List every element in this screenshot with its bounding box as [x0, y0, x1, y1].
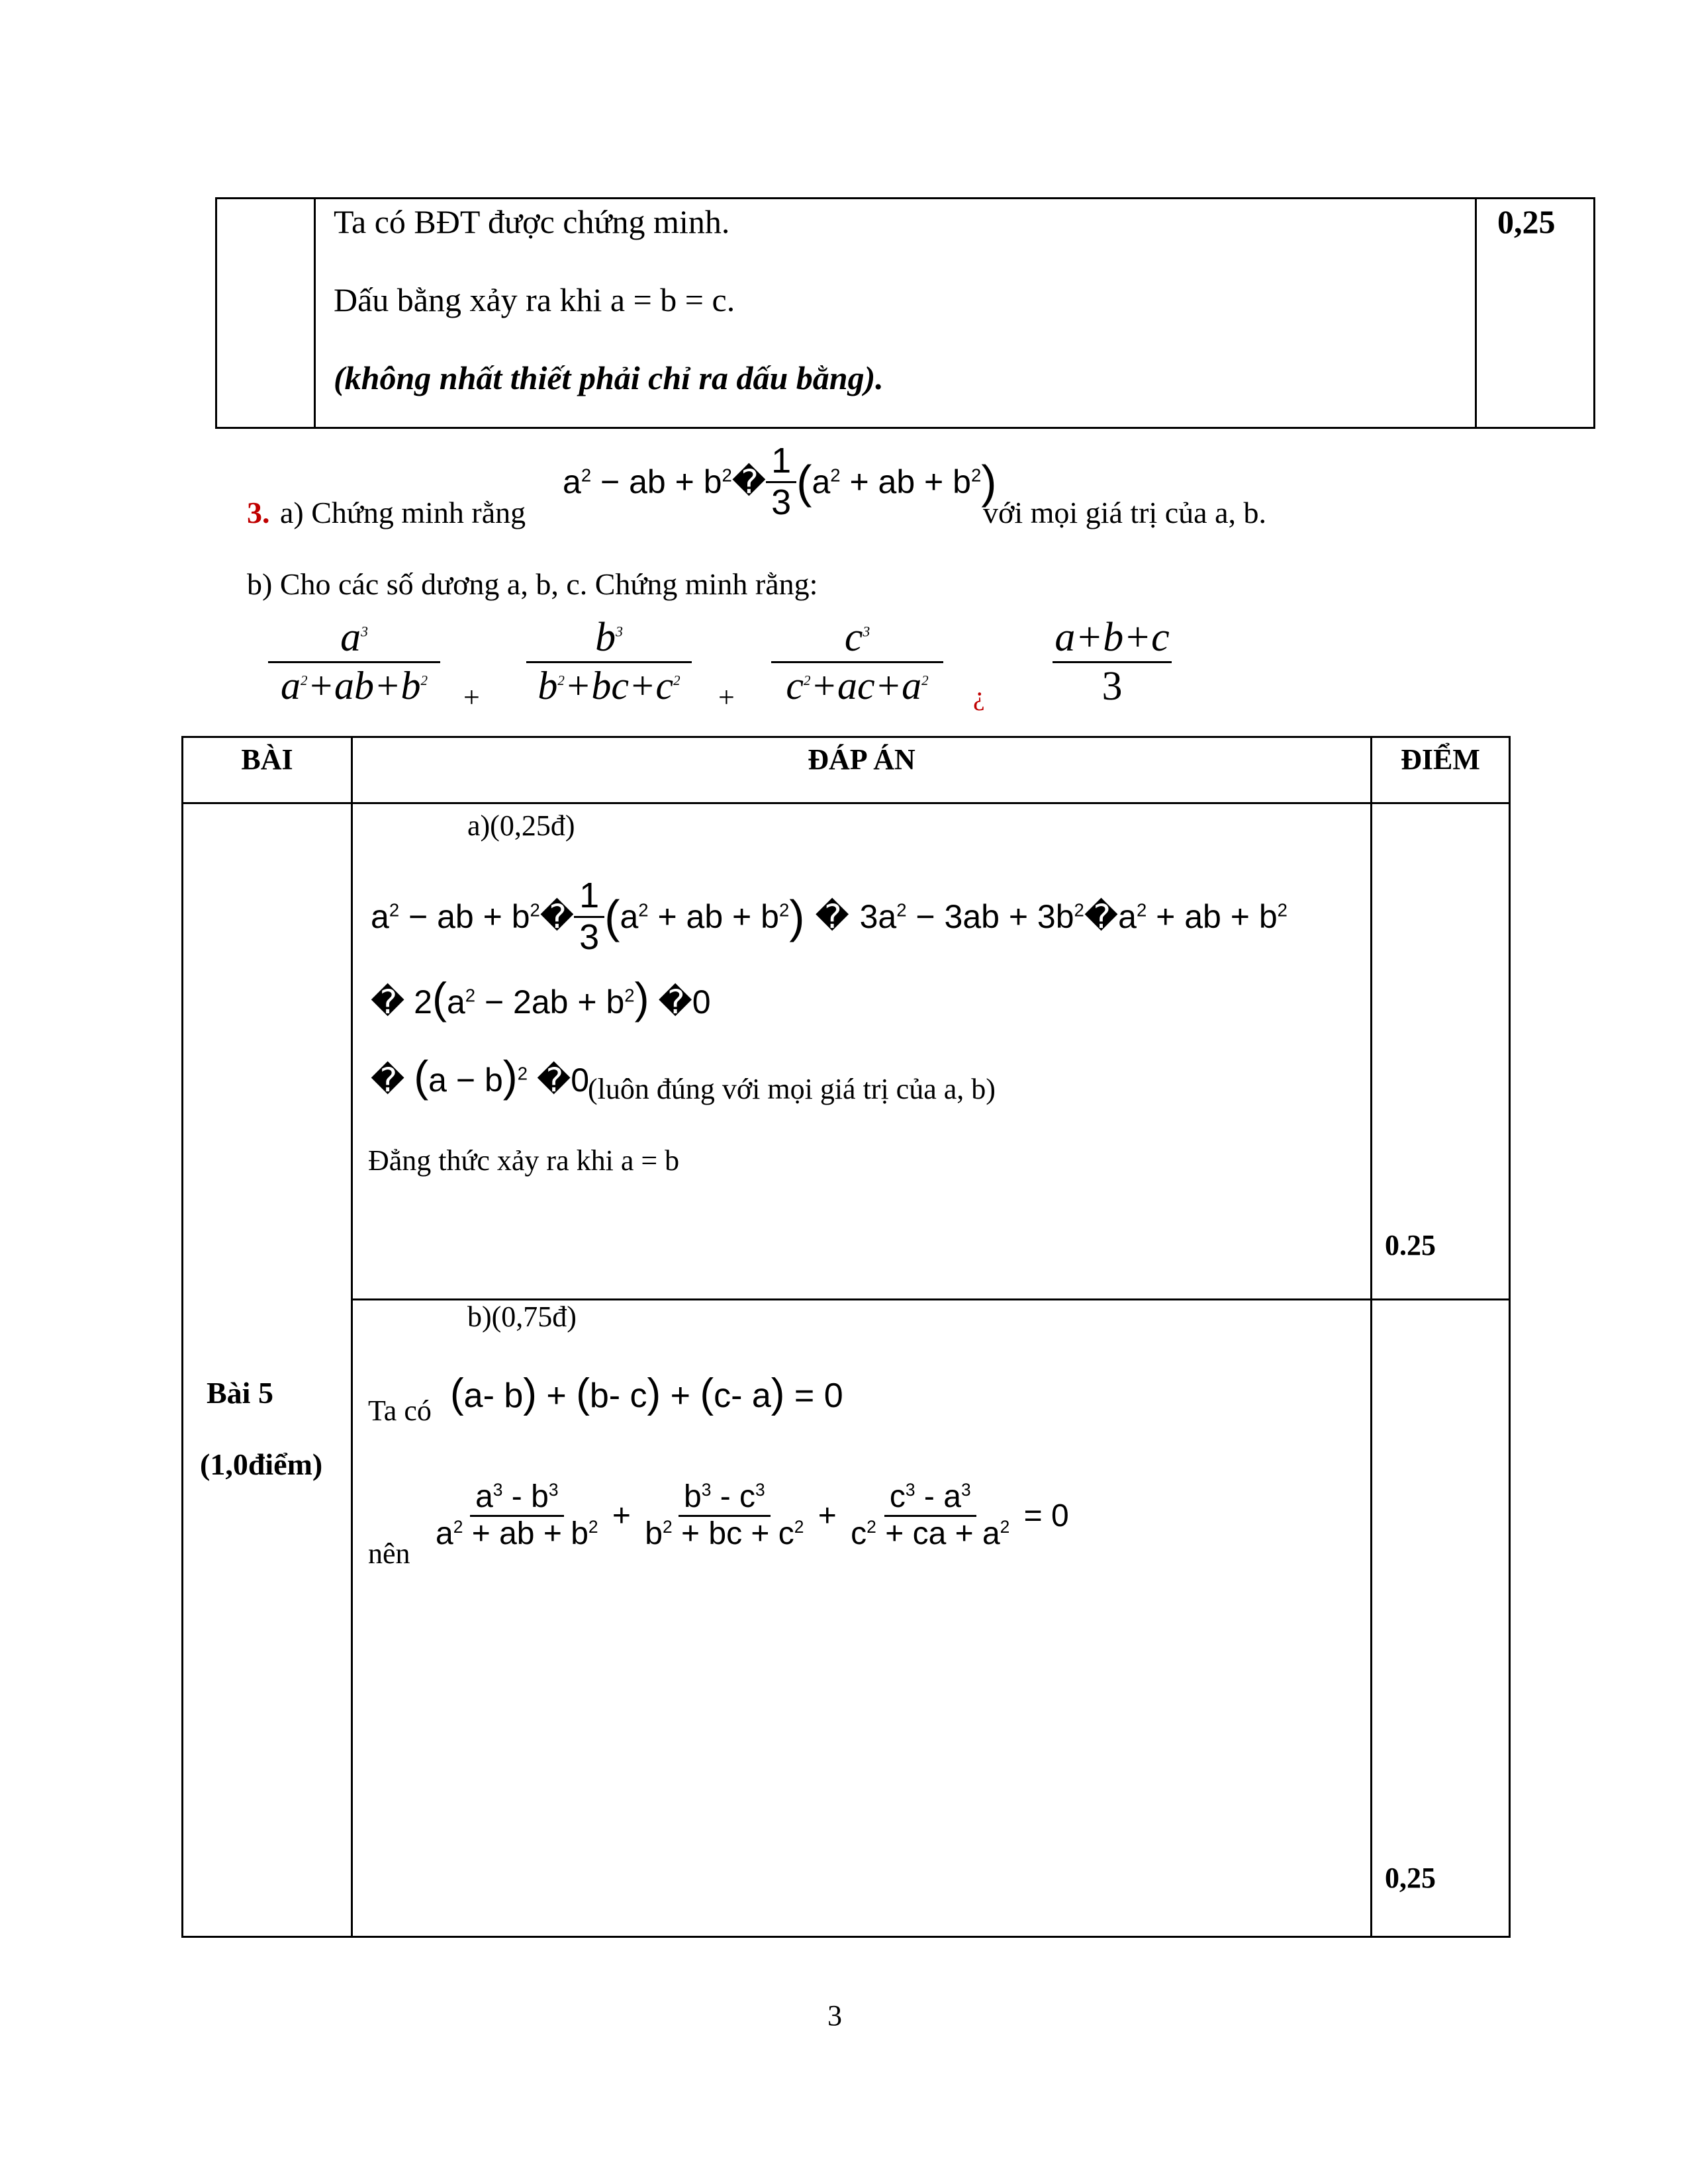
part-b-eq1: (a- b) + (b- c) + (c- a) = 0 [450, 1371, 843, 1416]
header-diem: ĐIỂM [1401, 743, 1480, 776]
part-b-score-cell [1370, 1298, 1511, 1938]
part-a-score: 0.25 [1385, 1229, 1436, 1261]
part-a-step1: $a^2$ − ab + $b^2$ � $\frac{1}{3}$ ( $a^2$ + ab + $b^2$ ) � $3a^2 - 3ab + 3b^2$ � $a^2$ + ab + $b^2$ [371, 876, 1288, 957]
problem-part-a-suffix: với mọi giá trị của a, b. [983, 496, 1266, 529]
part-a-step3-note: (luôn đúng với mọi giá trị của a, b) [588, 1073, 996, 1105]
frac-a: $a^3$ $a^2+ab+b^2$ [268, 614, 440, 709]
frac-b: $b^3$ $b^2+bc+c^2$ [526, 614, 692, 709]
part-a-label: a)(0,25đ) [467, 809, 575, 842]
problem-part-a-text: a) Chứng minh rằng [280, 496, 526, 529]
frac-sum: a+b+c 3 [1053, 614, 1172, 710]
top-table-score: 0,25 [1497, 203, 1556, 240]
top-table-line1: Ta có BĐT được chứng minh. [334, 203, 730, 240]
problem-formula-b: $a^3$ $a^2+ab+b^2$ + $b^3$ $b^2+bc+c^2$ + $c^3$ $c^2+ac+a^2$ ¿ a+b+c 3 [265, 614, 1205, 720]
part-a-score-cell [1370, 802, 1511, 1300]
problem-part-b-text: b) Cho các số dương a, b, c. Chứng minh rằng: [247, 567, 818, 601]
header-dapan: ĐÁP ÁN [808, 743, 915, 776]
part-b-ta-co: Ta có [368, 1394, 432, 1427]
part-b-score: 0,25 [1385, 1862, 1436, 1894]
bai-points: (1,0điểm) [200, 1447, 323, 1481]
eq2-text [0, 4, 1, 5]
part-a-step3: � $(a - b)^2$ �0 [371, 1052, 590, 1101]
page-number: 3 [827, 1999, 842, 2032]
part-b-nen: nên [368, 1537, 410, 1570]
problem-formula-a: $a^2$ − ab + $b^2$ � $\frac{1}{3}$ ( $a^2$ + ab + $b^2$ ) [563, 441, 997, 522]
part-a-step2: � $2(a^2 - 2ab + b^2)$ �0 [371, 974, 711, 1023]
top-table-col-empty [215, 197, 316, 429]
bai-label: Bài 5 [207, 1376, 273, 1410]
top-table-line2: Dấu bằng xảy ra khi a = b = c. [334, 281, 735, 318]
problem-number: 3. [247, 496, 270, 529]
part-a-equality: Đẳng thức xảy ra khi a = b [368, 1144, 680, 1177]
bai-cell [181, 802, 353, 1938]
part-b-label: b)(0,75đ) [467, 1300, 577, 1333]
part-b-eq2: $\frac{a^3 - b^3}{a^2 + ab + b^2}$ + $\frac{b^3 - c^3}{b^2 + bc + c^2}$ + $\frac{c^3 - a^3}{c^2 + ca + a^2}$ = 0 [436, 1479, 1069, 1551]
header-bai: BÀI [241, 743, 293, 776]
top-table-line3: (không nhất thiết phải chỉ ra dấu bằng). [334, 359, 884, 396]
frac-c: $c^3$ $c^2+ac+a^2$ [771, 614, 943, 709]
